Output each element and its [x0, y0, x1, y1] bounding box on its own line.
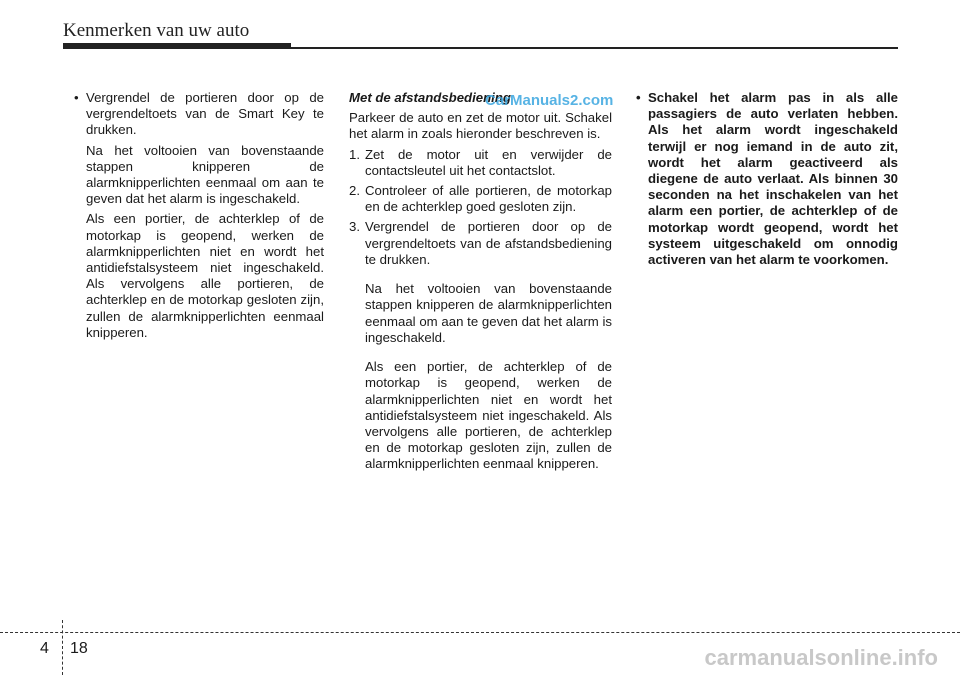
paragraph: Als een portier, de achterklep of de motorkap is geopend, werken de alarmknipperlichten niet en wordt het antidiefstalsysteem niet ingeschakeld. Als vervolgens alle portieren, de achterklep en de motorkap gesloten zijn, zullen de alarmknipperlichten eenmaal knipperen.: [86, 211, 324, 340]
step-text: Controleer of alle portieren, de motorkap en de achterklep goed gesloten zijn.: [365, 183, 612, 215]
column-2: [349, 90, 612, 477]
column-1: [74, 90, 324, 345]
step-number: 3.: [349, 219, 360, 235]
page-number: 18: [70, 640, 88, 657]
bullet-mark: •: [74, 90, 79, 105]
step-item: [349, 183, 612, 215]
bullet-item: [636, 90, 898, 268]
column-3: [636, 90, 898, 272]
footer-rule: [0, 632, 960, 633]
page-header-title: Kenmerken van uw auto: [63, 20, 250, 41]
step-text: Vergrendel de portieren door op de vergrendeltoets van de afstandsbediening te drukken.: [365, 219, 612, 267]
intro-paragraph: Parkeer de auto en zet de motor uit. Schakel het alarm in zoals hieronder beschreven is.: [349, 110, 612, 142]
footer-divider: [62, 620, 63, 675]
paragraph: Na het voltooien van bovenstaande stappen knipperen de alarmknipperlichten eenmaal om aan te geven dat het alarm is ingeschakeld.: [365, 281, 612, 345]
header-rule-thick: [63, 43, 291, 49]
step-text: Zet de motor uit en verwijder de contactsleutel uit het contactslot.: [365, 146, 612, 178]
bullet-item: [74, 90, 324, 139]
step-item: [349, 147, 612, 179]
paragraph: Als een portier, de achterklep of de motorkap is geopend, werken de alarmknipperlichten niet en wordt het antidiefstalsysteem niet ingeschakeld. Als vervolgens alle portieren, de achterklep en de motorkap gesloten zijn, zullen de alarmknipperlichten eenmaal knipperen.: [365, 359, 612, 472]
step-item: [349, 219, 612, 268]
header-rule-thin: [291, 47, 898, 49]
section-heading: Met de afstandsbediening: [349, 90, 511, 105]
chapter-number: 4: [40, 640, 49, 657]
watermark-top: CarManuals2.com: [485, 92, 614, 109]
bullet-mark: •: [636, 90, 641, 105]
watermark-bottom: carmanualsonline.info: [704, 645, 938, 670]
paragraph: Na het voltooien van bovenstaande stappen knipperen de alarmknipperlichten eenmaal om aan te geven dat het alarm is ingeschakeld.: [86, 142, 324, 207]
bullet-text: Vergrendel de portieren door op de vergrendeltoets van de Smart Key te drukken.: [86, 90, 324, 138]
step-number: 2.: [349, 183, 360, 199]
step-number: 1.: [349, 146, 360, 162]
bullet-text: Schakel het alarm pas in als alle passagiers de auto verlaten hebben. Als het alarm wordt ingeschakeld terwijl er nog iemand in de auto zit, wordt het alarm geactiveerd als diegene de auto verlaat. Als binnen 30 seconden na het inschakelen van het alarm een portier, de achterklep of de motorkap wordt geopend, wordt het systeem uitgeschakeld om onnodig activeren van het alarm te voorkomen.: [648, 90, 898, 268]
